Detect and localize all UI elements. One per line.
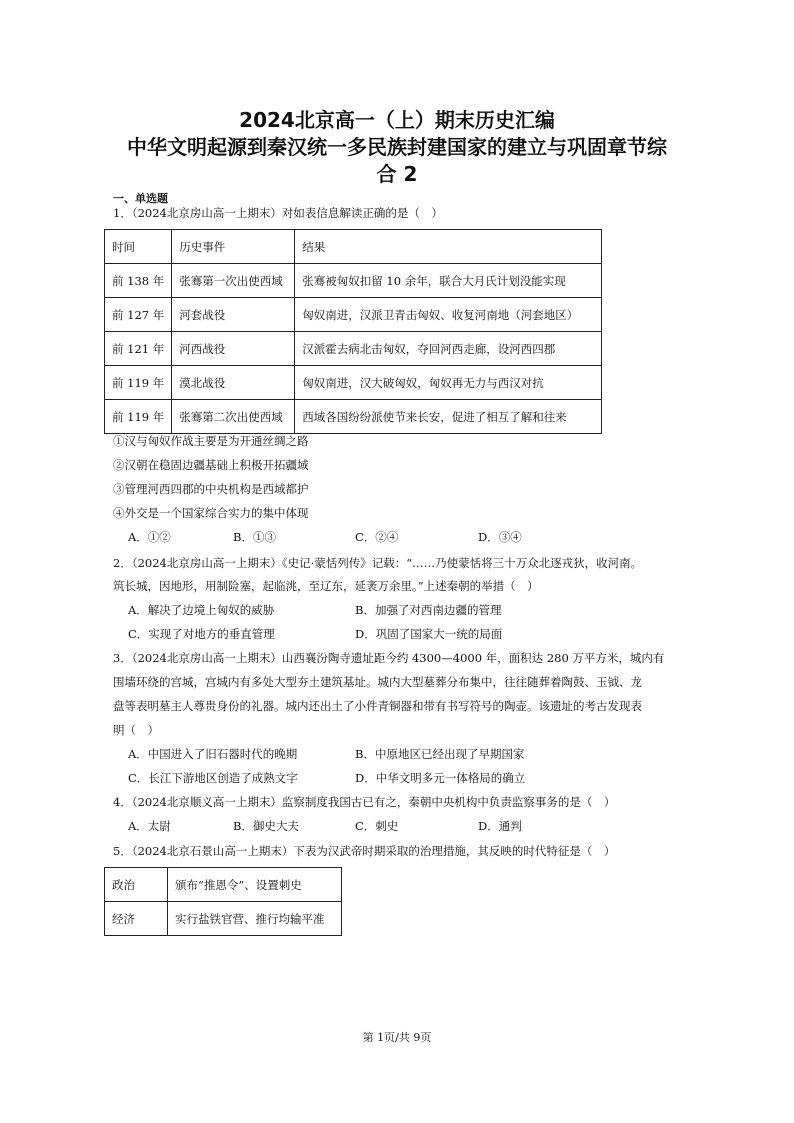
q4-option-b: B．御史大夫	[233, 819, 299, 833]
table-cell: 前 127 年	[105, 298, 172, 332]
q1-stem: 1．（2024北京房山高一上期末）对如表信息解读正确的是（ ）	[113, 206, 443, 220]
q1-statement: ②汉朝在稳固边疆基础上积极开拓疆域	[113, 458, 309, 472]
q5-stem: 5．（2024北京石景山高一上期末）下表为汉武帝时期采取的治理措施，其反映的时代特征是（ ）	[113, 844, 616, 858]
table-cell: 漠北战役	[172, 366, 295, 400]
q4-option-d: D．通判	[478, 819, 522, 833]
q2-option-d: D．巩固了国家大一统的局面	[355, 627, 503, 641]
table-cell: 政治	[105, 868, 168, 902]
q5-table	[104, 867, 342, 936]
q2-option-b: B．加强了对西南边疆的管理	[355, 603, 502, 617]
q3-line1: 3．（2024北京房山高一上期末）山西襄汾陶寺遗址距今约 4300—4000 年，面积达 280 万平方米，城内有	[113, 651, 665, 665]
table-cell: 张骞第一次出使西域	[172, 264, 295, 298]
q1-option-b: B．①③	[233, 530, 276, 544]
table-row	[105, 868, 342, 902]
table-row	[105, 332, 602, 366]
table-cell: 匈奴南进，汉派卫青击匈奴、收复河南地（河套地区）	[295, 298, 602, 332]
table-row	[105, 230, 602, 264]
doc-title-line3: 合 2	[376, 162, 418, 186]
q2-line2: 筑长城，因地形，用制险塞，起临洮，至辽东，延袤万余里。”上述秦朝的举措（ ）	[113, 579, 539, 593]
table-cell: 前 138 年	[105, 264, 172, 298]
table-row	[105, 400, 602, 434]
q3-line4: 明（ ）	[113, 723, 159, 737]
table-cell: 西域各国纷纷派使节来长安，促进了相互了解和往来	[295, 400, 602, 434]
doc-title-line2: 中华文明起源到秦汉统一多民族封建国家的建立与巩固章节综	[127, 135, 667, 159]
q3-option-a: A．中国进入了旧石器时代的晚期	[128, 747, 298, 761]
table-cell: 河套战役	[172, 298, 295, 332]
table-cell: 颁布“推恩令”、设置刺史	[168, 868, 342, 902]
table-cell: 实行盐铁官营、推行均输平准	[168, 902, 342, 936]
q4-option-c: C．刺史	[355, 819, 399, 833]
table-cell: 匈奴南进，汉大破匈奴，匈奴再无力与西汉对抗	[295, 366, 602, 400]
q4-stem: 4．（2024北京顺义高一上期末）监察制度我国古已有之，秦朝中央机构中负责监察事务的是（ ）	[113, 795, 616, 809]
table-row	[105, 298, 602, 332]
q3-line2: 围墙环绕的宫城，宫城内有多处大型夯土建筑基址。城内大型墓葬分布集中，往往随葬着陶鼓、玉钺、龙	[113, 675, 642, 689]
q2-line1: 2．（2024北京房山高一上期末）《史记·蒙恬列传》记载：“……乃使蒙恬将三十万众北逐戎狄，收河南。	[113, 556, 643, 570]
table-cell: 经济	[105, 902, 168, 936]
table-row	[105, 902, 342, 936]
table-cell: 前 121 年	[105, 332, 172, 366]
q1-statement: ①汉与匈奴作战主要是为开通丝绸之路	[113, 434, 309, 448]
table-cell: 汉派霍去病北击匈奴，夺回河西走廊，设河西四郡	[295, 332, 602, 366]
table-cell: 河西战役	[172, 332, 295, 366]
table-cell: 张骞被匈奴扣留 10 余年，联合大月氏计划没能实现	[295, 264, 602, 298]
table-row	[105, 366, 602, 400]
table-row	[105, 264, 602, 298]
q1-statement: ④外交是一个国家综合实力的集中体现	[113, 506, 309, 520]
q1-option-c: C．②④	[355, 530, 399, 544]
q1-option-a: A．①②	[128, 530, 171, 544]
table-cell: 结果	[295, 230, 602, 264]
doc-title-line1: 2024北京高一（上）期末历史汇编	[239, 108, 555, 132]
q3-option-d: D．中华文明多元一体格局的确立	[355, 771, 526, 785]
q1-statement: ③管理河西四郡的中央机构是西域都护	[113, 482, 309, 496]
section-heading: 一、单选题	[113, 192, 168, 205]
q1-option-d: D．③④	[478, 530, 522, 544]
table-cell: 张骞第二次出使西域	[172, 400, 295, 434]
table-cell: 前 119 年	[105, 400, 172, 434]
q2-option-c: C．实现了对地方的垂直管理	[128, 627, 275, 641]
q3-option-b: B．中原地区已经出现了早期国家	[355, 747, 525, 761]
q3-option-c: C．长江下游地区创造了成熟文字	[128, 771, 298, 785]
q1-table	[104, 229, 602, 434]
table-cell: 时间	[105, 230, 172, 264]
q2-option-a: A．解决了边境上匈奴的威胁	[128, 603, 275, 617]
table-cell: 历史事件	[172, 230, 295, 264]
table-cell: 前 119 年	[105, 366, 172, 400]
q4-option-a: A．太尉	[128, 819, 171, 833]
page-footer: 第 1页/共 9页	[362, 1031, 432, 1044]
q3-line3: 盘等表明墓主人尊贵身份的礼器。城内还出土了小件青铜器和带有书写符号的陶壶。该遗址的考古发现表	[113, 699, 642, 713]
